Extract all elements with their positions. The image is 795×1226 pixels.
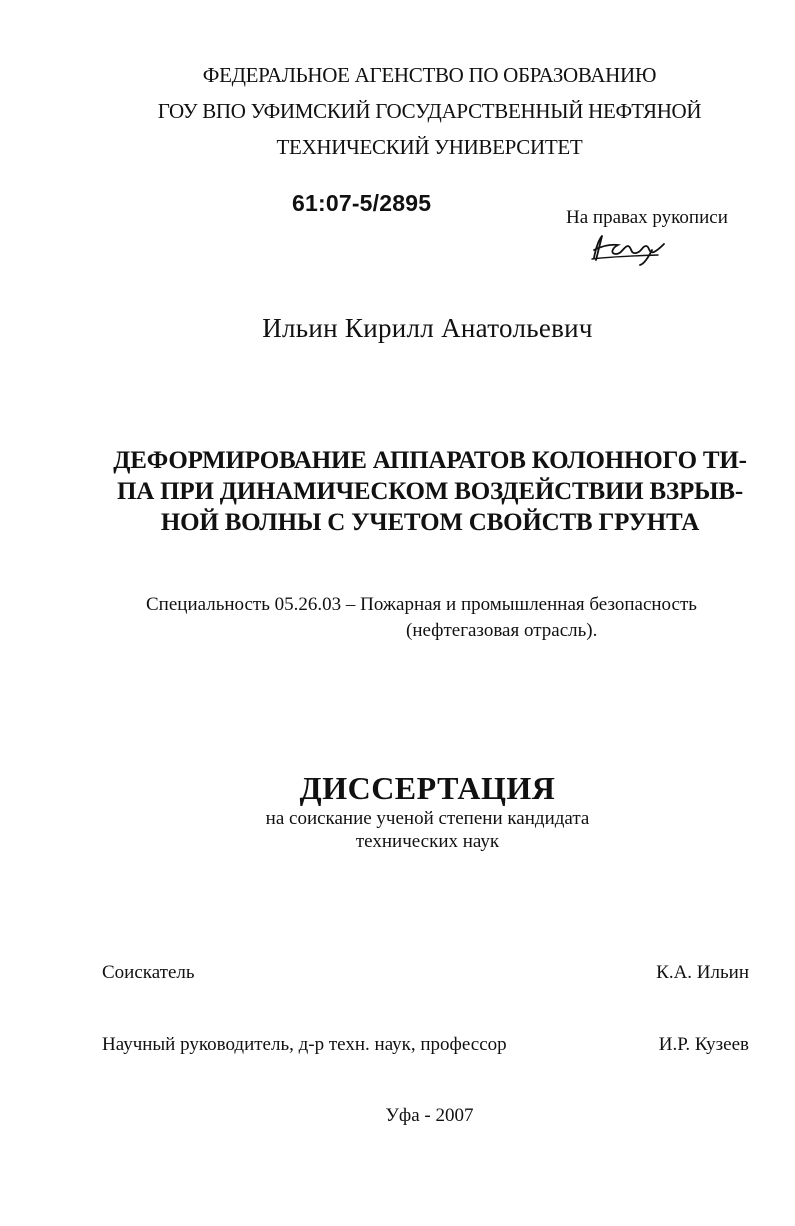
applicant-label: Соискатель (102, 962, 195, 983)
specialty-line-2: (нефтегазовая отрасль). (406, 620, 598, 641)
manuscript-rights-note: На правах рукописи (566, 207, 728, 228)
author-name: Ильин Кирилл Анатольевич (262, 313, 593, 343)
handwritten-signature (588, 230, 668, 266)
org-line-3: ТЕХНИЧЕСКИЙ УНИВЕРСИТЕТ (276, 135, 583, 159)
supervisor-label: Научный руководитель, д-р техн. наук, профессор (102, 1034, 507, 1055)
org-line-2: ГОУ ВПО УФИМСКИЙ ГОСУДАРСТВЕННЫЙ НЕФТЯНОЙ (157, 99, 702, 123)
degree-line-1: на соискание ученой степени кандидата (265, 808, 590, 829)
catalog-code: 61:07-5/2895 (292, 190, 432, 216)
city-year: Уфа - 2007 (385, 1105, 474, 1126)
thesis-title-line-3: НОЙ ВОЛНЫ С УЧЕТОМ СВОЙСТВ ГРУНТА (160, 509, 700, 536)
org-line-1: ФЕДЕРАЛЬНОЕ АГЕНСТВО ПО ОБРАЗОВАНИЮ (202, 63, 657, 87)
thesis-title-line-1: ДЕФОРМИРОВАНИЕ АППАРАТОВ КОЛОННОГО ТИ- (113, 447, 747, 474)
supervisor-name: И.Р. Кузеев (658, 1034, 749, 1055)
degree-line-2: технических наук (355, 831, 500, 852)
specialty-line-1: Специальность 05.26.03 – Пожарная и промышленная безопасность (146, 594, 697, 615)
thesis-title-line-2: ПА ПРИ ДИНАМИЧЕСКОМ ВОЗДЕЙСТВИИ ВЗРЫВ- (117, 478, 743, 505)
dissertation-heading: ДИССЕРТАЦИЯ (299, 770, 556, 806)
applicant-name: К.А. Ильин (656, 962, 749, 983)
